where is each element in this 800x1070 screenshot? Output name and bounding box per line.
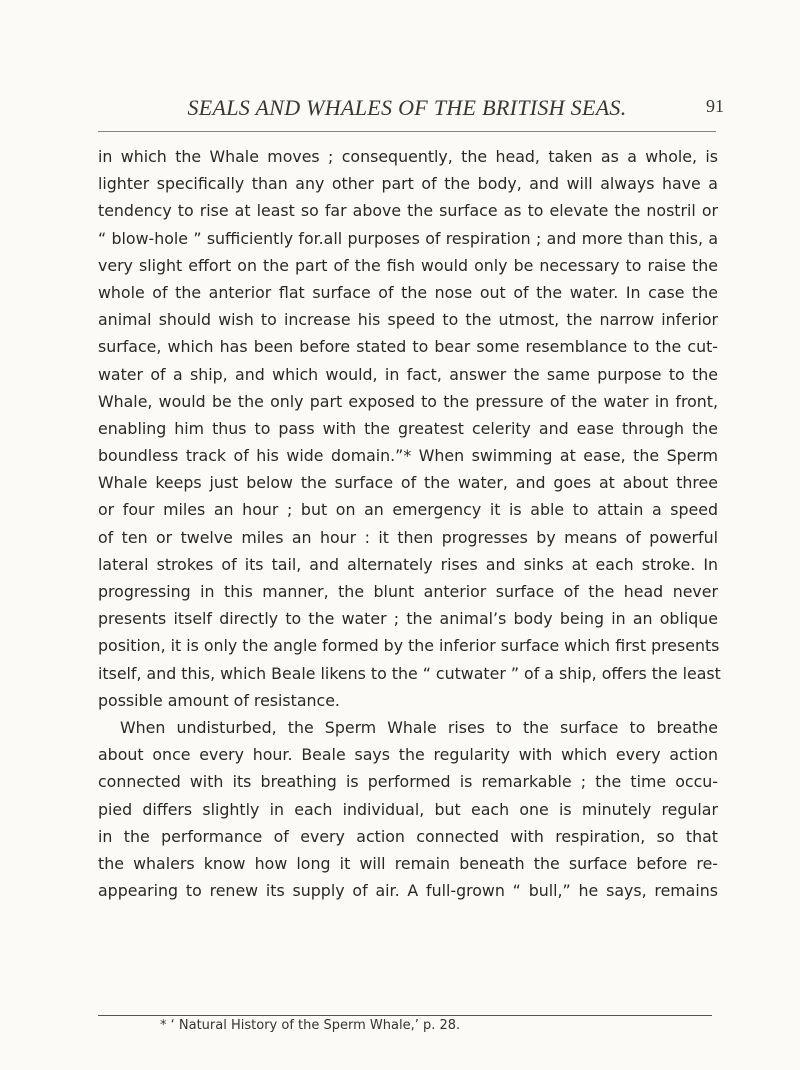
running-head: SEALS AND WHALES OF THE BRITISH SEAS. <box>187 95 627 120</box>
text-line: connected with its breathing is performed is remarkable ; the time occu- <box>98 772 718 792</box>
text-line: presents itself directly to the water ; the animal’s body being in an oblique <box>98 609 718 629</box>
text-line: Whale keeps just below the surface of the water, and goes at about three <box>98 473 718 493</box>
text-line: animal should wish to increase his speed to the utmost, the narrow inferior <box>98 310 718 330</box>
text-line: lighter specifically than any other part of the body, and will always have a <box>98 174 718 194</box>
text-line: very slight effort on the part of the fish would only be necessary to raise the <box>98 255 718 275</box>
text-line: appearing to renew its supply of air. A full-grown “ bull,” he says, remains <box>98 881 718 901</box>
text-line: in which the Whale moves ; consequently, the head, taken as a whole, is <box>98 147 718 166</box>
text-line: “ blow-hole ” sufficiently for.all purposes of respiration ; and more than this, a <box>98 228 718 248</box>
text-line: or four miles an hour ; but on an emergency it is able to attain a speed <box>98 500 718 520</box>
text-line: Whale, would be the only part exposed to the pressure of the water in front, <box>98 391 718 411</box>
text-line: the whalers know how long it will remain beneath the surface before re- <box>98 853 718 873</box>
header-rule <box>98 131 716 132</box>
body-text <box>98 143 721 904</box>
text-line: water of a ship, and which would, in fact, answer the same purpose to the <box>98 364 718 384</box>
page-number: 91 <box>706 96 724 116</box>
footnote: * ‘ Natural History of the Sperm Whale,’ p. 28. <box>160 1018 461 1033</box>
text-line: progressing in this manner, the blunt anterior surface of the head never <box>98 582 718 601</box>
text-line: whole of the anterior flat surface of the nose out of the water. In case the <box>98 282 718 302</box>
paragraph-2 <box>98 714 718 904</box>
text-line: lateral strokes of its tail, and alternately rises and sinks at each stroke. In <box>98 554 718 574</box>
text-line: of ten or twelve miles an hour : it then progresses by means of powerful <box>98 527 718 547</box>
text-line: tendency to rise at least so far above the surface as to elevate the nostril or <box>98 201 718 221</box>
text-line: pied differs slightly in each individual, but each one is minutely regular <box>98 799 718 819</box>
text-line: When undisturbed, the Sperm Whale rises to the surface to breathe <box>120 717 718 737</box>
text-line: position, it is only the angle formed by the inferior surface which first presents <box>98 636 720 656</box>
text-line: boundless track of his wide domain.”* When swimming at ease, the Sperm <box>98 446 718 466</box>
text-line: enabling him thus to pass with the greatest celerity and ease through the <box>98 418 718 438</box>
page-header <box>98 95 724 125</box>
text-line: surface, which has been before stated to bear some resemblance to the cut- <box>98 337 718 357</box>
text-line: in the performance of every action connected with respiration, so that <box>98 826 718 846</box>
footnote-rule <box>98 1015 712 1016</box>
text-line: itself, and this, which Beale likens to the “ cutwater ” of a ship, offers the least <box>98 663 721 683</box>
text-line: possible amount of resistance. <box>98 690 340 710</box>
text-line: about once every hour. Beale says the regularity with which every action <box>98 745 718 765</box>
paragraph-1 <box>98 143 721 714</box>
